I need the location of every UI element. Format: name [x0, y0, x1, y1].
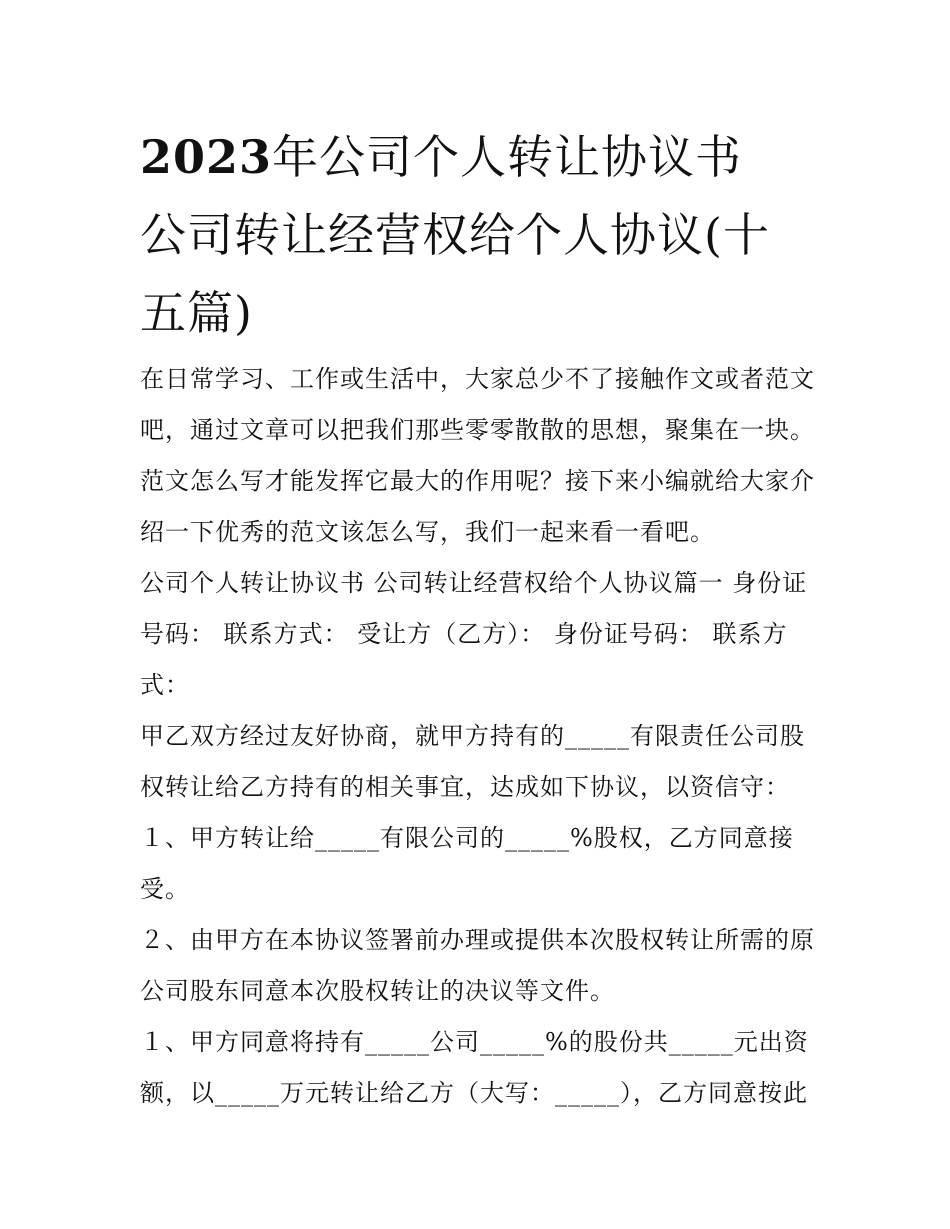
body-line: 号码： 联系方式： 受让方（乙方）： 身份证号码： 联系方 — [140, 620, 788, 648]
body-line: １、甲方同意将持有_____公司_____%的股份共_____元出资 — [140, 1028, 809, 1056]
title-line-1-text: 年公司个人转让协议书 — [272, 130, 743, 184]
body-line: １、甲方转让给_____有限公司的_____%股权，乙方同意接 — [140, 824, 794, 852]
body-line: 公司个人转让协议书 公司转让经营权给个人协议篇一 身份证 — [140, 569, 808, 597]
body-line: 受。 — [140, 875, 190, 903]
body-line: 绍一下优秀的范文该怎么写，我们一起来看一看吧。 — [140, 518, 715, 546]
body-line: 范文怎么写才能发挥它最大的作用呢？接下来小编就给大家介 — [140, 467, 815, 495]
body-line: 在日常学习、工作或生活中，大家总少不了接触作文或者范文 — [140, 365, 815, 393]
document-title — [140, 118, 840, 352]
body-line: 权转让给乙方持有的相关事宜，达成如下协议，以资信守： — [140, 773, 790, 801]
body-line: 公司股东同意本次股权转让的决议等文件。 — [140, 977, 615, 1005]
title-line-1 — [140, 118, 840, 196]
body-line: ２、由甲方在本协议签署前办理或提供本次股权转让所需的原 — [140, 926, 815, 954]
title-year: 2023 — [140, 130, 273, 184]
body-line: 吧，通过文章可以把我们那些零零散散的思想，聚集在一块。 — [140, 416, 815, 444]
title-line-2: 公司转让经营权给个人协议(十 — [140, 208, 770, 262]
body-line: 甲乙双方经过友好协商，就甲方持有的_____有限责任公司股 — [140, 722, 805, 750]
body-line: 额，以_____万元转让给乙方（大写：_____），乙方同意按此 — [140, 1079, 808, 1107]
title-line-3: 五篇) — [140, 286, 253, 340]
document-body — [140, 354, 820, 1119]
body-line: 式： — [140, 671, 190, 699]
